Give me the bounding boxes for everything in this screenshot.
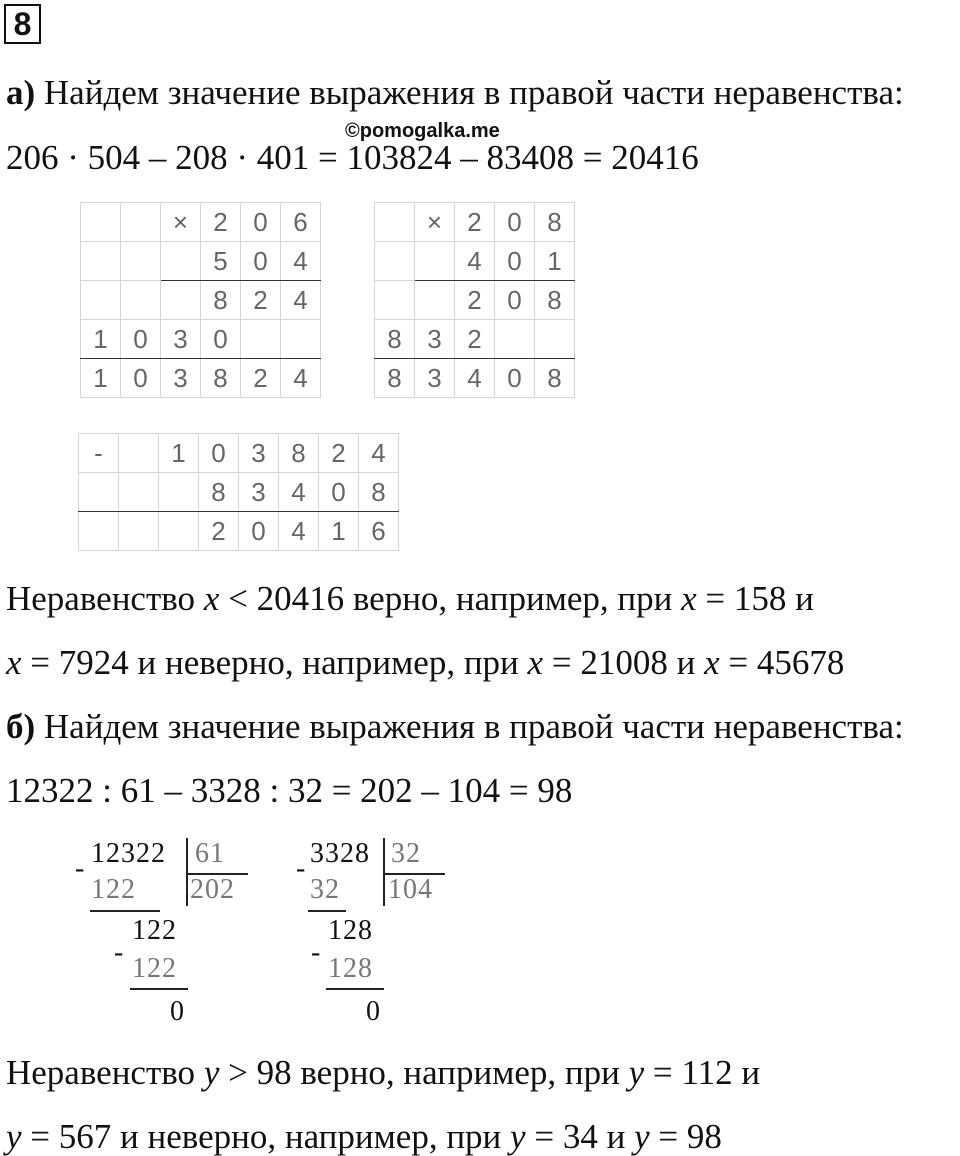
remainder-1: 122 [132,915,177,946]
grid-cell: 8 [201,281,241,320]
grid-cell: 1 [535,242,575,281]
grid-cell: 8 [535,281,575,320]
grid-cell: 0 [199,434,239,473]
text: = 45678 [719,643,845,682]
subtrahend-1: 122 [91,874,136,905]
division-bar-vertical [383,838,385,906]
part-b-conclusion-2 [6,1119,722,1154]
divisor: 61 [195,838,225,869]
grid-cell: 0 [239,512,279,551]
grid-cell: - [79,434,119,473]
variable-y: y [510,1117,526,1156]
grid-cell: 0 [241,242,281,281]
variable-x: x [203,579,220,618]
grid-cell: 1 [81,320,121,359]
grid-cell: 4 [281,242,321,281]
text: = 34 и [525,1117,635,1156]
grid-cell: 0 [495,359,535,398]
grid-cell: 4 [279,512,319,551]
grid-cell: 0 [495,242,535,281]
grid-cell: 2 [241,281,281,320]
grid-cell: 1 [81,359,121,398]
variable-y: y [6,1117,22,1156]
text: = 21008 и [543,643,705,682]
grid-cell: 3 [415,320,455,359]
subtrahend-2: 122 [132,953,177,984]
dividend: 3328 [310,838,370,869]
subtrahend-1: 32 [310,874,340,905]
grid-cell: 0 [495,203,535,242]
grid-cell: 5 [201,242,241,281]
task-number: 8 [4,4,41,44]
grid-cell: 4 [281,359,321,398]
text: = 98 [649,1117,722,1156]
text: Неравенство [6,1053,204,1092]
variable-y: y [634,1117,650,1156]
grid-cell: 3 [161,359,201,398]
text: = 567 и неверно, например, при [21,1117,511,1156]
minus-sign: - [296,853,307,884]
grid-cell: 2 [455,320,495,359]
minus-sign: - [75,853,86,884]
grid-cell: 4 [281,281,321,320]
grid-cell: 3 [239,473,279,512]
part-a-label: а) [6,73,36,112]
variable-x: x [527,643,544,682]
text: < 20416 верно, например, при [219,579,682,618]
grid-cell: 2 [199,512,239,551]
minus-sign: - [311,937,322,968]
grid-cell: × [161,203,201,242]
subtrahend-1-underline [308,910,346,912]
subtrahend-2: 128 [328,953,373,984]
dividend: 12322 [91,838,166,869]
grid-cell: × [415,203,455,242]
variable-x: x [704,643,720,682]
text: Неравенство [6,579,204,618]
grid-cell: 8 [201,359,241,398]
text: > 98 верно, например, при [219,1053,629,1092]
quotient: 202 [190,874,235,905]
grid-cell: 0 [201,320,241,359]
variable-y: y [628,1053,645,1092]
grid-cell: 1 [159,434,199,473]
watermark: ©pomogalka.me [345,120,500,142]
grid-cell: 8 [279,434,319,473]
grid-cell: 4 [279,473,319,512]
part-b-label: б) [6,707,36,746]
grid-cell: 2 [241,359,281,398]
grid-cell: 0 [121,320,161,359]
part-b-conclusion-1 [6,1055,760,1090]
text: = 7924 и неверно, например, при [21,643,528,682]
part-b-heading-text: Найдем значение выражения в правой части неравенства: [35,707,904,746]
remainder-1: 128 [328,915,373,946]
part-b-expression: 12322 : 61 – 3328 : 32 = 202 – 104 = 98 [6,771,573,810]
grid-cell: 8 [359,473,399,512]
grid-cell: 3 [415,359,455,398]
grid-cell: 8 [535,203,575,242]
grid-cell: 8 [375,320,415,359]
grid-cell: 0 [121,359,161,398]
subtrahend-2-underline [326,988,384,990]
grid-cell: 8 [199,473,239,512]
divisor: 32 [391,838,421,869]
variable-y: y [203,1053,220,1092]
grid-cell: 1 [319,512,359,551]
grid-cell: 3 [239,434,279,473]
part-a-expression: 206 · 504 – 208 · 401 = 103824 – 83408 = 20416 [6,138,699,177]
text: = 112 и [644,1053,761,1092]
grid-cell: 8 [535,359,575,398]
text: = 158 и [696,579,814,618]
grid-cell: 6 [281,203,321,242]
minus-sign: - [114,937,125,968]
grid-cell: 2 [455,203,495,242]
grid-cell: 4 [455,242,495,281]
part-a-heading-text: Найдем значение выражения в правой части неравенства: [35,73,904,112]
grid-cell: 0 [241,203,281,242]
variable-x: x [681,579,697,618]
grid-cell: 4 [359,434,399,473]
grid-cell: 8 [375,359,415,398]
grid-cell: 0 [319,473,359,512]
remainder: 0 [170,996,185,1027]
quotient: 104 [388,874,433,905]
grid-cell: 3 [161,320,201,359]
grid-cell: 6 [359,512,399,551]
grid-cell: 0 [495,281,535,320]
grid-cell: 4 [455,359,495,398]
variable-x: x [6,643,22,682]
grid-cell: 2 [201,203,241,242]
remainder: 0 [366,996,381,1027]
grid-cell: 2 [319,434,359,473]
grid-cell: 2 [455,281,495,320]
